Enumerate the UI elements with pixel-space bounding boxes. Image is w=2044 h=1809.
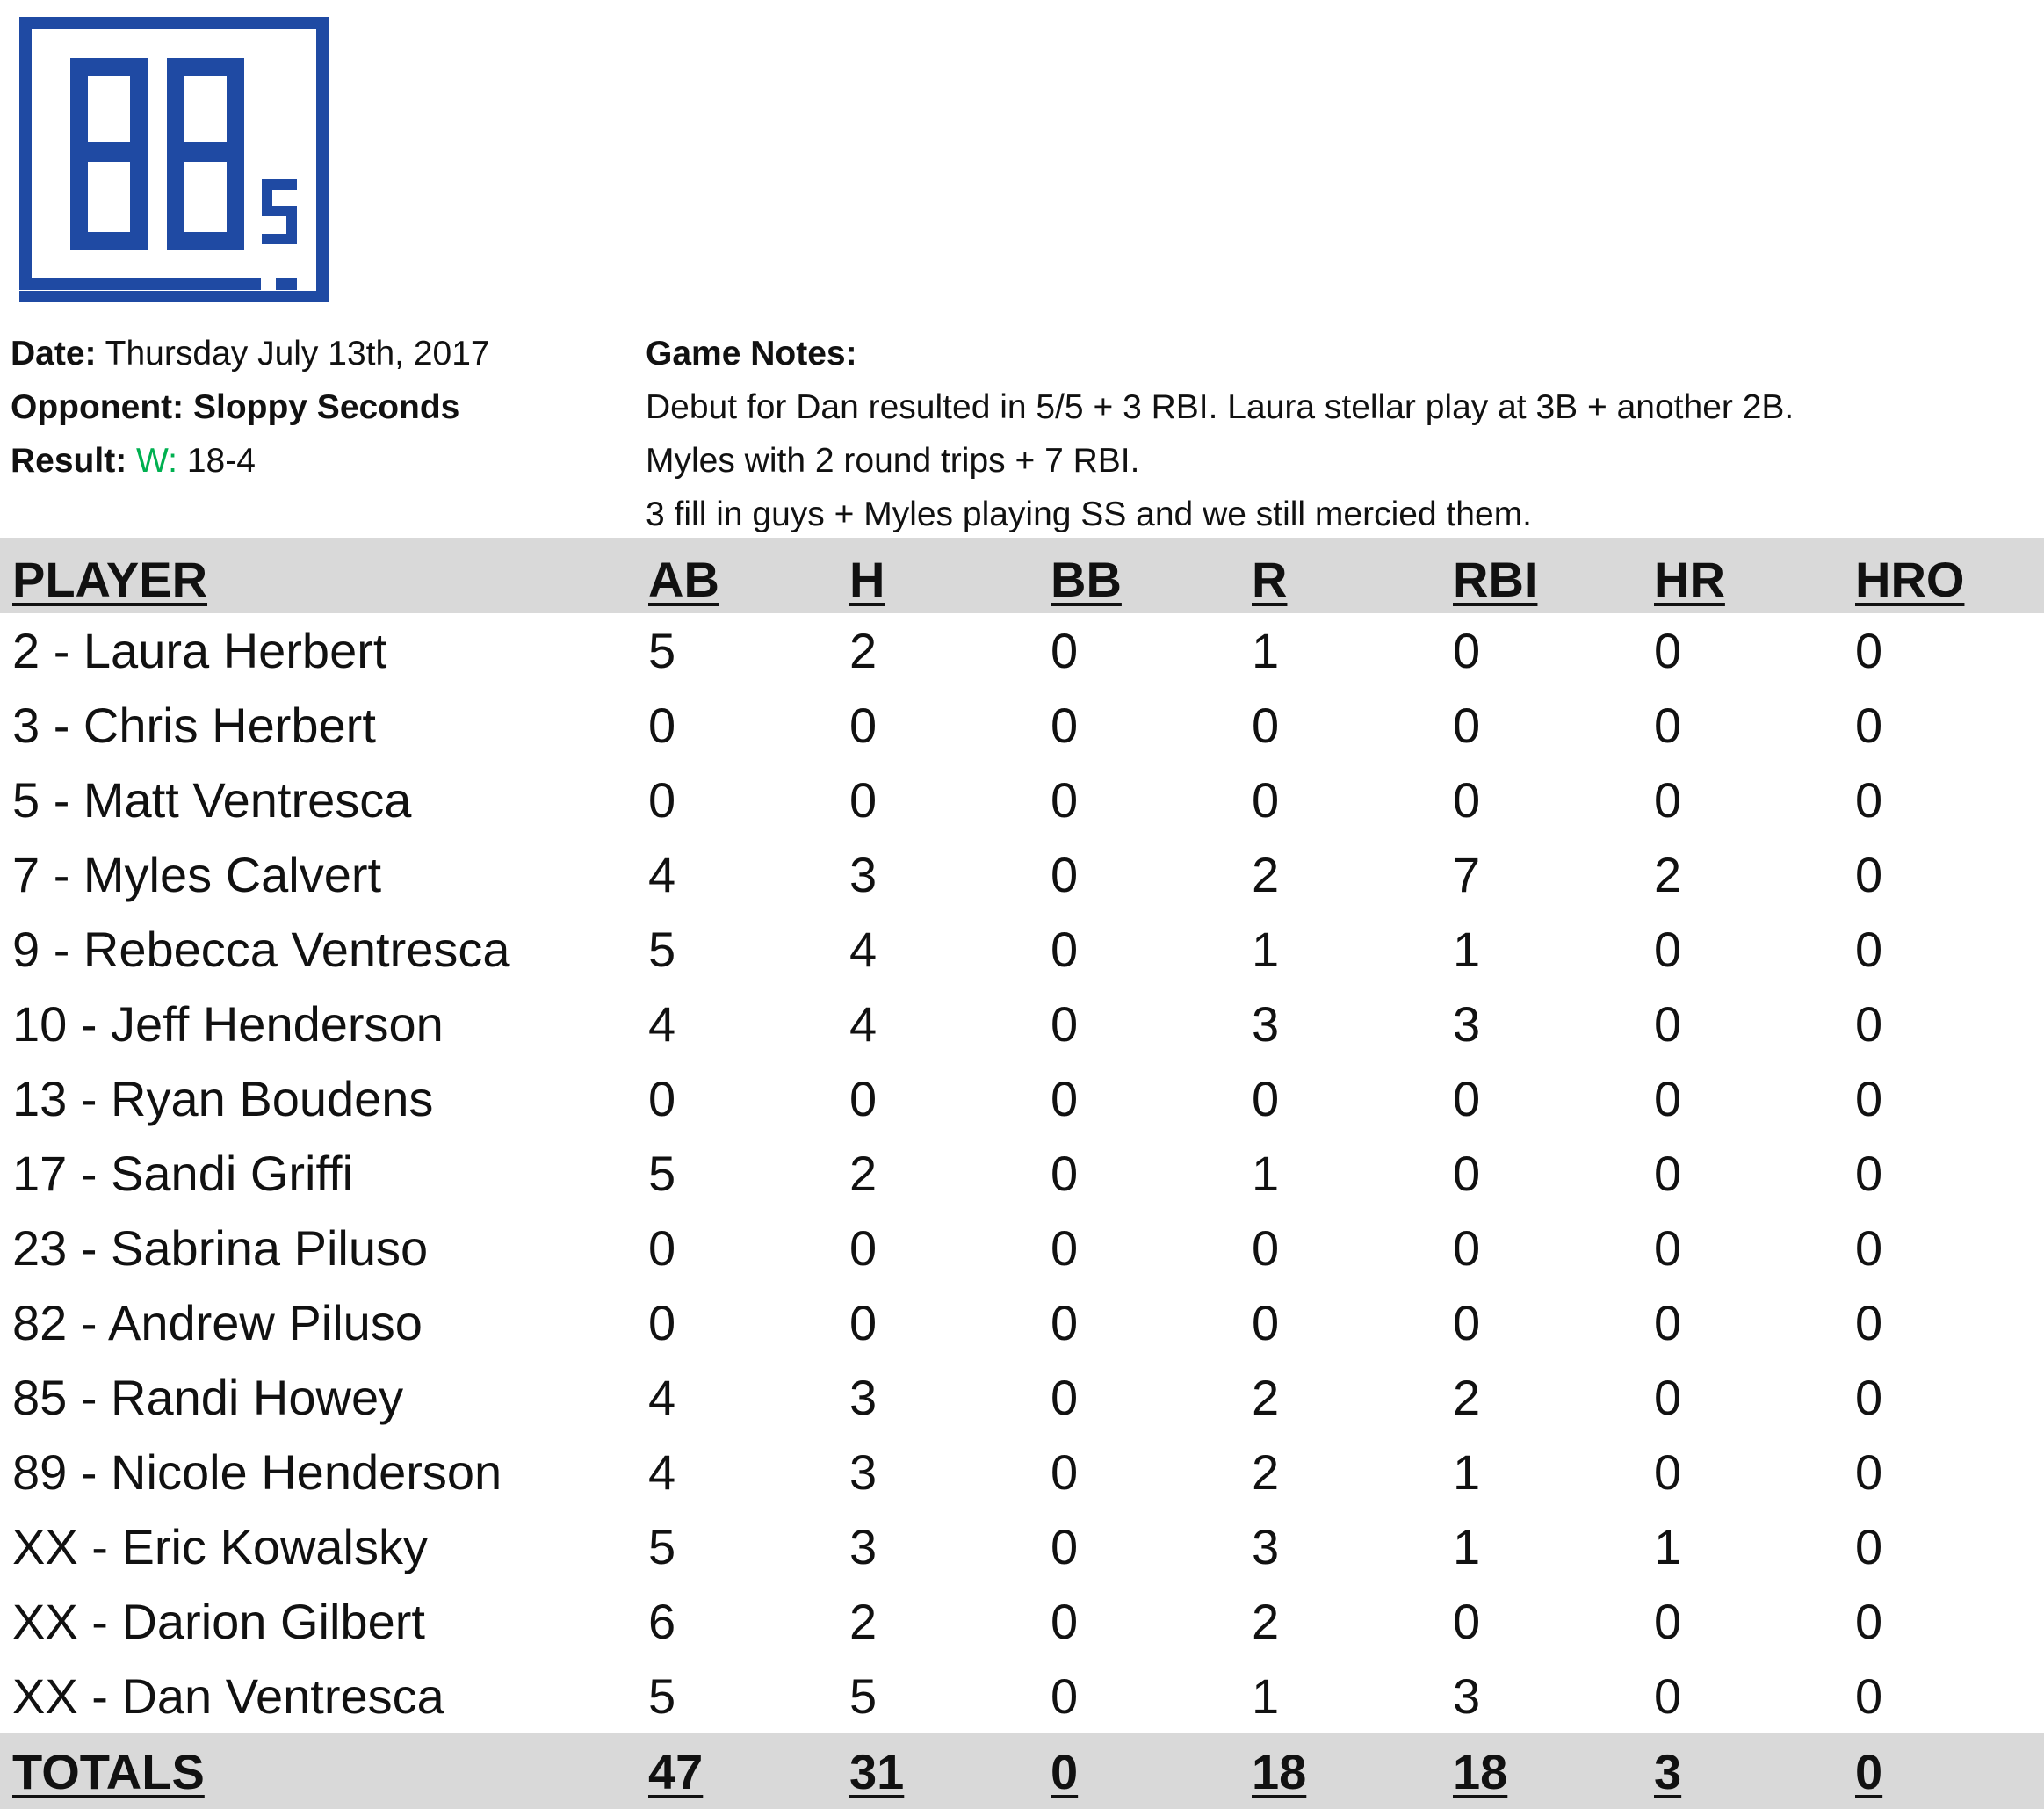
cell-hro: 0 (1855, 1594, 1883, 1649)
cell-player: 7 - Myles Calvert (12, 847, 382, 902)
cell-player: XX - Eric Kowalsky (12, 1519, 428, 1574)
total-player: TOTALS (12, 1743, 205, 1799)
cell-hr: 2 (1654, 847, 1682, 902)
table-row (0, 1211, 2044, 1285)
total-hro: 0 (1855, 1743, 1883, 1799)
cell-ab: 0 (648, 698, 676, 753)
cell-r: 2 (1252, 1370, 1280, 1425)
cell-ab: 0 (648, 1295, 676, 1350)
cell-rbi: 1 (1453, 922, 1481, 977)
cell-r: 2 (1252, 847, 1280, 902)
cell-r: 0 (1252, 698, 1280, 753)
cell-rbi: 0 (1453, 772, 1481, 828)
total-hr: 3 (1654, 1743, 1682, 1799)
player-stats-table (0, 538, 2044, 1809)
cell-hr: 1 (1654, 1519, 1682, 1574)
table-row (0, 1659, 2044, 1733)
cell-player: XX - Darion Gilbert (12, 1594, 425, 1649)
cell-h: 0 (849, 698, 878, 753)
cell-bb: 0 (1051, 1370, 1079, 1425)
total-h: 31 (849, 1743, 905, 1799)
cell-ab: 4 (648, 1370, 676, 1425)
opponent-row (11, 380, 490, 434)
cell-ab: 0 (648, 1220, 676, 1276)
column-header-h: H (849, 551, 885, 607)
date-label: Date: (11, 335, 97, 373)
cell-hro: 0 (1855, 847, 1883, 902)
cell-hr: 0 (1654, 1444, 1682, 1500)
cell-player: 3 - Chris Herbert (12, 698, 376, 753)
cell-hr: 0 (1654, 922, 1682, 977)
cell-hr: 0 (1654, 623, 1682, 678)
cell-ab: 5 (648, 922, 676, 977)
cell-rbi: 0 (1453, 1295, 1481, 1350)
cell-rbi: 0 (1453, 1594, 1481, 1649)
column-header-ab: AB (648, 551, 719, 607)
team-logo (12, 12, 329, 302)
cell-h: 0 (849, 772, 878, 828)
cell-ab: 0 (648, 1071, 676, 1126)
cell-h: 0 (849, 1220, 878, 1276)
cell-player: 82 - Andrew Piluso (12, 1295, 423, 1350)
cell-bb: 0 (1051, 1071, 1079, 1126)
cell-r: 3 (1252, 996, 1280, 1052)
table-row (0, 688, 2044, 763)
total-ab: 47 (648, 1743, 704, 1799)
cell-hro: 0 (1855, 772, 1883, 828)
table-row (0, 1584, 2044, 1659)
cell-r: 1 (1252, 1668, 1280, 1724)
cell-bb: 0 (1051, 1444, 1079, 1500)
cell-h: 2 (849, 623, 878, 678)
cell-player: 13 - Ryan Boudens (12, 1071, 434, 1126)
column-header-bb: BB (1051, 551, 1122, 607)
cell-hr: 0 (1654, 772, 1682, 828)
total-rbi: 18 (1453, 1743, 1508, 1799)
cell-h: 5 (849, 1668, 878, 1724)
cell-h: 3 (849, 847, 878, 902)
cell-bb: 0 (1051, 1295, 1079, 1350)
cell-player: 23 - Sabrina Piluso (12, 1220, 429, 1276)
cell-hr: 0 (1654, 1668, 1682, 1724)
result-row (11, 434, 490, 488)
total-bb: 0 (1051, 1743, 1079, 1799)
column-header-r: R (1252, 551, 1288, 607)
cell-hro: 0 (1855, 996, 1883, 1052)
cell-player: 17 - Sandi Griffi (12, 1146, 354, 1201)
table-row (0, 1136, 2044, 1211)
cell-hro: 0 (1855, 1370, 1883, 1425)
cell-r: 1 (1252, 623, 1280, 678)
cell-rbi: 0 (1453, 1220, 1481, 1276)
cell-bb: 0 (1051, 698, 1079, 753)
cell-player: 2 - Laura Herbert (12, 623, 387, 678)
cell-rbi: 0 (1453, 1146, 1481, 1201)
cell-bb: 0 (1051, 1594, 1079, 1649)
cell-ab: 5 (648, 1668, 676, 1724)
cell-rbi: 3 (1453, 996, 1481, 1052)
cell-ab: 5 (648, 1146, 676, 1201)
cell-bb: 0 (1051, 1519, 1079, 1574)
table-row (0, 1061, 2044, 1136)
cell-hr: 0 (1654, 698, 1682, 753)
cell-hr: 0 (1654, 1071, 1682, 1126)
table-row (0, 613, 2044, 688)
cell-h: 4 (849, 996, 878, 1052)
game-note-line: Debut for Dan resulted in 5/5 + 3 RBI. Laura stellar play at 3B + another 2B. (646, 388, 1795, 426)
cell-hr: 0 (1654, 1220, 1682, 1276)
cell-hr: 0 (1654, 1146, 1682, 1201)
date-value: Thursday July 13th, 2017 (105, 335, 490, 373)
cell-rbi: 0 (1453, 623, 1481, 678)
cell-r: 0 (1252, 1220, 1280, 1276)
cell-hro: 0 (1855, 1295, 1883, 1350)
cell-player: 85 - Randi Howey (12, 1370, 404, 1425)
cell-h: 3 (849, 1370, 878, 1425)
cell-h: 2 (849, 1594, 878, 1649)
result-label: Result: (11, 442, 127, 480)
table-header-row (0, 538, 2044, 613)
cell-r: 1 (1252, 1146, 1280, 1201)
game-note-line: Myles with 2 round trips + 7 RBI. (646, 442, 1140, 480)
table-row (0, 912, 2044, 987)
cell-ab: 4 (648, 996, 676, 1052)
table-row (0, 763, 2044, 837)
column-header-rbi: RBI (1453, 551, 1538, 607)
cell-hro: 0 (1855, 1668, 1883, 1724)
cell-h: 2 (849, 1146, 878, 1201)
cell-h: 0 (849, 1071, 878, 1126)
cell-rbi: 0 (1453, 1071, 1481, 1126)
cell-bb: 0 (1051, 1220, 1079, 1276)
date-row (11, 327, 490, 380)
game-notes (646, 327, 1794, 541)
cell-hro: 0 (1855, 698, 1883, 753)
cell-h: 3 (849, 1444, 878, 1500)
cell-h: 0 (849, 1295, 878, 1350)
cell-r: 2 (1252, 1444, 1280, 1500)
totals-row (0, 1733, 2044, 1809)
cell-ab: 6 (648, 1594, 676, 1649)
cell-ab: 4 (648, 1444, 676, 1500)
cell-rbi: 3 (1453, 1668, 1481, 1724)
table-row (0, 1285, 2044, 1360)
result-outcome: W: (136, 442, 177, 480)
cell-bb: 0 (1051, 996, 1079, 1052)
table-row (0, 837, 2044, 912)
cell-r: 2 (1252, 1594, 1280, 1649)
cell-hr: 0 (1654, 1594, 1682, 1649)
game-meta (11, 327, 490, 488)
table-row (0, 987, 2044, 1061)
table-row (0, 1509, 2044, 1584)
cell-bb: 0 (1051, 623, 1079, 678)
cell-rbi: 1 (1453, 1519, 1481, 1574)
cell-player: 9 - Rebecca Ventresca (12, 922, 510, 977)
cell-hro: 0 (1855, 922, 1883, 977)
cell-r: 1 (1252, 922, 1280, 977)
total-r: 18 (1252, 1743, 1307, 1799)
result-score: 18-4 (186, 442, 256, 480)
cell-r: 0 (1252, 1295, 1280, 1350)
cell-bb: 0 (1051, 922, 1079, 977)
cell-hro: 0 (1855, 1519, 1883, 1574)
cell-h: 3 (849, 1519, 878, 1574)
cell-hr: 0 (1654, 1370, 1682, 1425)
column-header-hro: HRO (1855, 551, 1965, 607)
cell-rbi: 2 (1453, 1370, 1481, 1425)
cell-ab: 5 (648, 1519, 676, 1574)
table-row (0, 1360, 2044, 1435)
opponent-label: Opponent: (11, 388, 184, 426)
game-notes-title: Game Notes: (646, 335, 857, 373)
game-note-line: 3 fill in guys + Myles playing SS and we still mercied them. (646, 496, 1533, 533)
cell-hro: 0 (1855, 1444, 1883, 1500)
cell-player: 5 - Matt Ventresca (12, 772, 412, 828)
column-header-player: PLAYER (12, 551, 208, 607)
opponent-value: Sloppy Seconds (192, 388, 460, 426)
cell-rbi: 7 (1453, 847, 1481, 902)
cell-rbi: 1 (1453, 1444, 1481, 1500)
cell-ab: 5 (648, 623, 676, 678)
cell-bb: 0 (1051, 772, 1079, 828)
column-header-hr: HR (1654, 551, 1725, 607)
cell-bb: 0 (1051, 1668, 1079, 1724)
cell-hro: 0 (1855, 623, 1883, 678)
cell-hro: 0 (1855, 1146, 1883, 1201)
cell-bb: 0 (1051, 847, 1079, 902)
cell-h: 4 (849, 922, 878, 977)
cell-r: 0 (1252, 772, 1280, 828)
cell-r: 0 (1252, 1071, 1280, 1126)
table-row (0, 1435, 2044, 1509)
cell-player: XX - Dan Ventresca (12, 1668, 444, 1724)
cell-hr: 0 (1654, 996, 1682, 1052)
cell-hr: 0 (1654, 1295, 1682, 1350)
cell-player: 10 - Jeff Henderson (12, 996, 444, 1052)
cell-player: 89 - Nicole Henderson (12, 1444, 502, 1500)
cell-rbi: 0 (1453, 698, 1481, 753)
cell-bb: 0 (1051, 1146, 1079, 1201)
cell-hro: 0 (1855, 1220, 1883, 1276)
cell-hro: 0 (1855, 1071, 1883, 1126)
cell-r: 3 (1252, 1519, 1280, 1574)
cell-ab: 4 (648, 847, 676, 902)
cell-ab: 0 (648, 772, 676, 828)
